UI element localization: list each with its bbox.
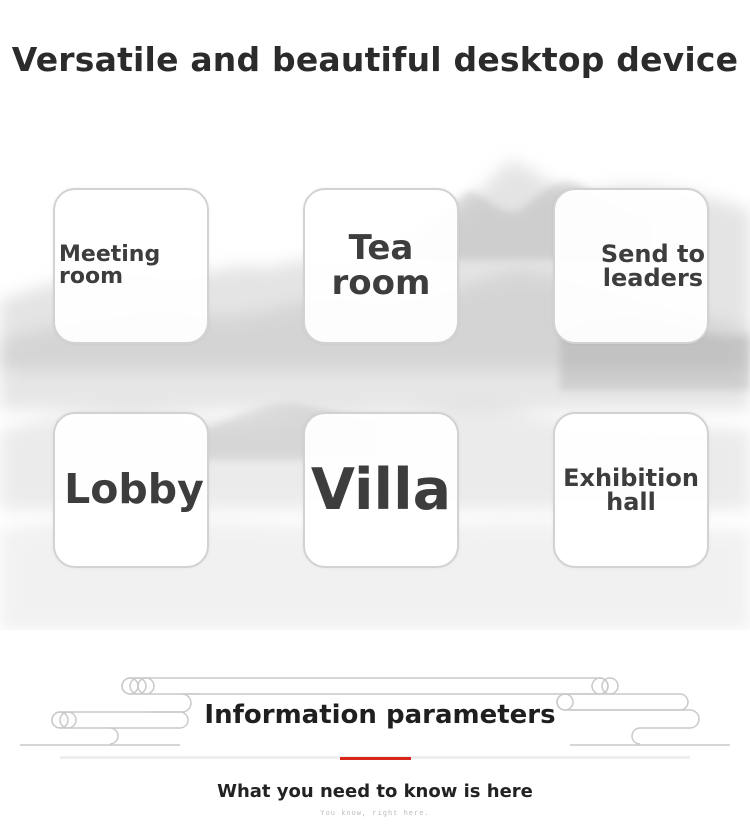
scene-label: Villa <box>310 456 452 523</box>
scene-tile-villa <box>303 412 459 568</box>
accent-underline <box>340 757 411 760</box>
scene-label: Send to leaders <box>600 239 705 292</box>
scene-tile-meeting-room <box>53 188 209 344</box>
scene-label: Exhibition hall <box>563 463 699 516</box>
section-title: Information parameters <box>204 700 556 730</box>
scene-tile-lobby <box>53 412 209 568</box>
scene-tile-exhibition-hall <box>553 412 709 568</box>
scene-tile-send-to-leaders <box>553 188 709 344</box>
scene-tile-tea-room <box>303 188 459 344</box>
section-subtitle: What you need to know is here <box>217 781 533 802</box>
scene-label: Lobby <box>64 465 204 514</box>
fine-print: You know, right here. <box>320 810 430 818</box>
page-title: Versatile and beautiful desktop device <box>11 40 739 79</box>
scene-label: Meeting room <box>59 241 161 289</box>
scene-label: Tea room <box>331 228 431 303</box>
